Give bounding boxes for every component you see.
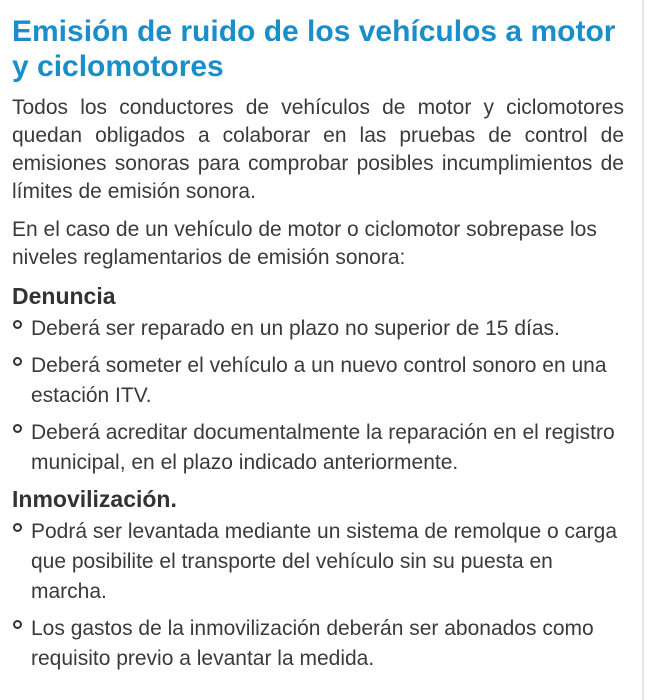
article bbox=[12, 14, 624, 681]
scrollbar-track[interactable] bbox=[642, 0, 644, 700]
bullet-icon bbox=[13, 424, 22, 433]
denuncia-list bbox=[12, 314, 624, 478]
list-item bbox=[12, 517, 624, 607]
list-item bbox=[12, 418, 624, 478]
list-item-text: Los gastos de la inmovilización deberán ser abonados como requisito previo a levantar la medida. bbox=[31, 617, 594, 670]
bullet-icon bbox=[13, 523, 22, 532]
denuncia-heading: Denuncia bbox=[12, 283, 116, 309]
list-item-text: Podrá ser levantada mediante un sistema de remolque o carga que posibilite el transporte del vehículo sin su puesta en marcha. bbox=[31, 520, 618, 603]
list-item bbox=[12, 314, 624, 344]
inmovilizacion-list bbox=[12, 517, 624, 674]
list-item-text: Deberá ser reparado en un plazo no superior de 15 días. bbox=[31, 317, 560, 340]
list-item-text: Deberá someter el vehículo a un nuevo control sonoro en una estación ITV. bbox=[31, 354, 607, 407]
list-item-text: Deberá acreditar documentalmente la reparación en el registro municipal, en el plazo indicado anteriormente. bbox=[31, 421, 615, 474]
list-item bbox=[12, 614, 624, 674]
bullet-icon bbox=[13, 357, 22, 366]
bullet-icon bbox=[13, 620, 22, 629]
inmovilizacion-heading: Inmovilización. bbox=[12, 486, 177, 512]
condition-paragraph: En el caso de un vehículo de motor o ciclomotor sobrepase los niveles reglamentarios de emisión sonora: bbox=[12, 218, 597, 269]
intro-paragraph: Todos los conductores de vehículos de motor y ciclomotores quedan obligados a colaborar en las pruebas de control de emisiones sonoras para comprobar posibles incumplimientos de límites de emisión sonora. bbox=[12, 96, 624, 203]
list-item bbox=[12, 351, 624, 411]
page-title: Emisión de ruido de los vehículos a motor y ciclomotores bbox=[12, 15, 616, 83]
bullet-icon bbox=[13, 320, 22, 329]
